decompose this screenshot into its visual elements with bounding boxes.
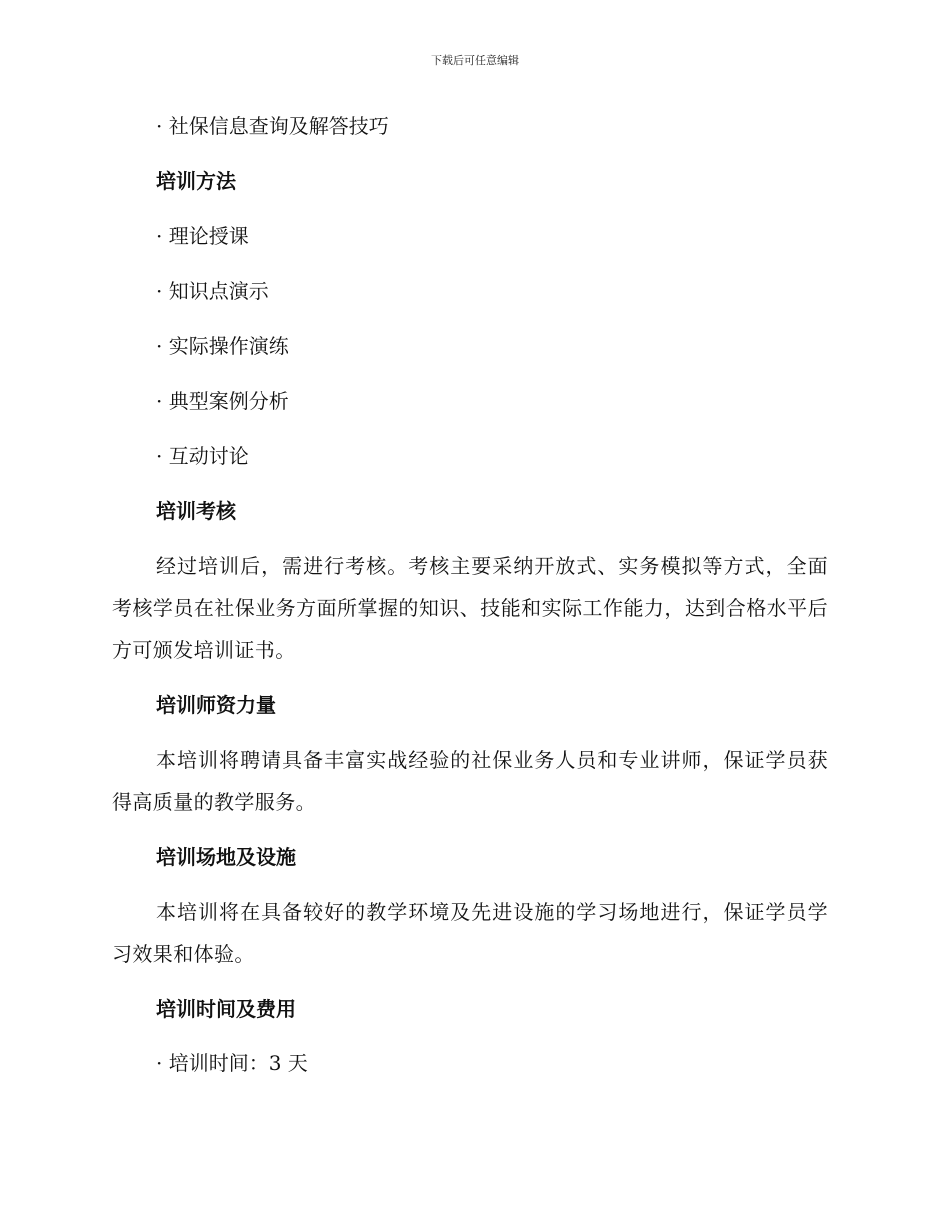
list-item: · 典型案例分析: [156, 389, 289, 413]
page-header: 下载后可任意编辑: [431, 54, 519, 67]
list-item: · 实际操作演练: [156, 334, 289, 358]
section-heading-methods: 培训方法: [156, 169, 236, 193]
paragraph-assessment: 经过培训后，需进行考核。考核主要采纳开放式、实务模拟等方式，全面考核学员在社保业务方面所掌握的知识、技能和实际工作能力，达到合格水平后方可颁发培训证书。: [112, 554, 828, 662]
section-heading-venue: 培训场地及设施: [156, 845, 296, 869]
paragraph-teachers: 本培训将聘请具备丰富实战经验的社保业务人员和专业讲师，保证学员获得高质量的教学服务。: [112, 748, 828, 814]
list-item: · 互动讨论: [156, 444, 249, 468]
section-heading-assessment: 培训考核: [156, 499, 236, 523]
list-item: · 理论授课: [156, 224, 249, 248]
section-heading-teachers: 培训师资力量: [156, 693, 276, 717]
section-heading-time-cost: 培训时间及费用: [156, 997, 296, 1021]
list-item: · 社保信息查询及解答技巧: [156, 114, 389, 138]
list-item: · 知识点演示: [156, 279, 269, 303]
list-item: · 培训时间：3 天: [156, 1051, 308, 1075]
paragraph-venue: 本培训将在具备较好的教学环境及先进设施的学习场地进行，保证学员学习效果和体验。: [112, 900, 828, 966]
